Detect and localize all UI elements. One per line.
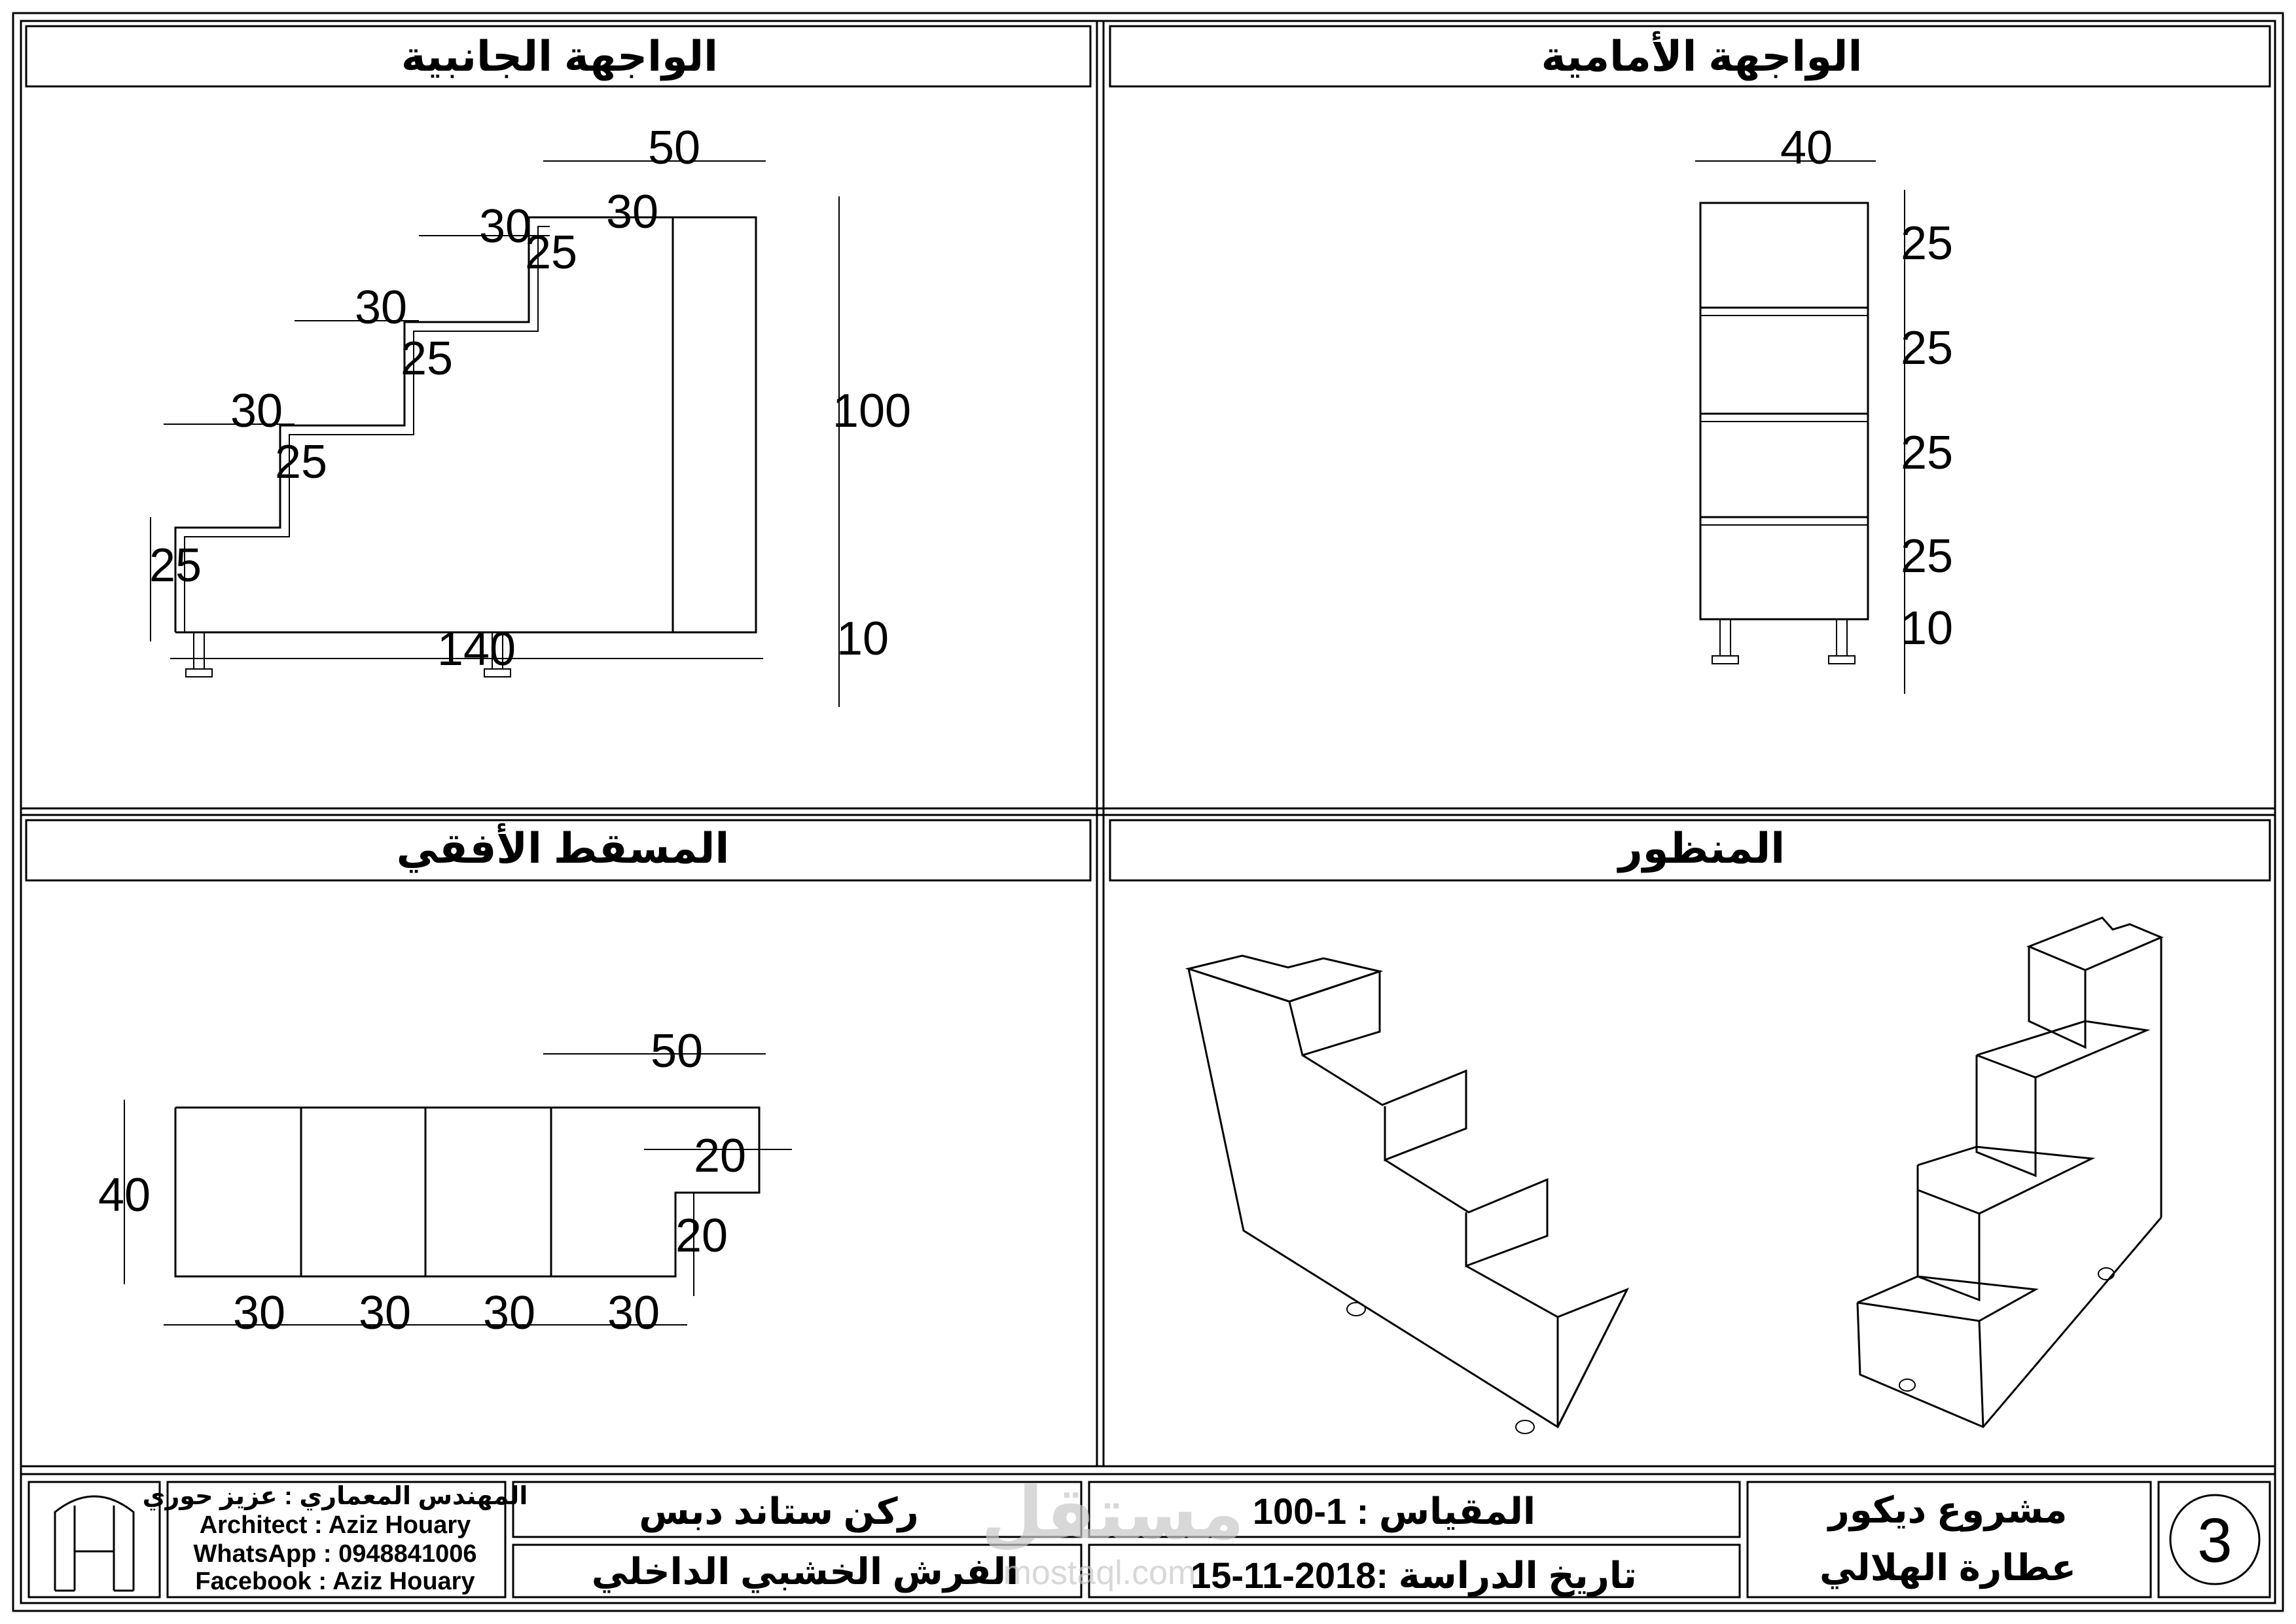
architect-name-arabic: المهندس المعماري : عزيز حوري xyxy=(142,1483,528,1510)
side-dim-rise4: 25 xyxy=(524,226,578,279)
plan-dim-w2: 30 xyxy=(358,1287,412,1339)
side-dim-step3: 30 xyxy=(478,200,532,253)
project-name: مشروع ديكور xyxy=(1828,1489,2068,1530)
perspective-title: المنظور xyxy=(1618,825,1785,872)
side-dim-height: 100 xyxy=(832,385,912,437)
front-elevation-title: الواجهة الأمامية xyxy=(1541,33,1863,80)
side-dim-length: 140 xyxy=(437,623,516,676)
side-dim-step2: 30 xyxy=(354,281,408,334)
plan-dim-top: 50 xyxy=(650,1025,704,1077)
plan-drawing xyxy=(98,1025,792,1339)
front-dim-r4: 25 xyxy=(1900,530,1954,583)
front-dim-base: 10 xyxy=(1900,602,1954,655)
front-dim-r3: 25 xyxy=(1900,427,1954,479)
side-dim-rise3: 25 xyxy=(400,333,454,385)
watermark-arabic: مستقل xyxy=(980,1473,1245,1554)
sheet-number: 3 xyxy=(2197,1506,2233,1576)
category: الفرش الخشبي الداخلي xyxy=(591,1551,1019,1592)
front-dim-r2: 25 xyxy=(1900,322,1954,374)
side-dim-step4: 30 xyxy=(605,186,659,238)
side-dim-base: 10 xyxy=(836,613,889,665)
side-dim-top: 50 xyxy=(647,122,701,174)
client-name: عطارة الهلالي xyxy=(1819,1547,2077,1588)
plan-dim-w4: 30 xyxy=(607,1287,660,1339)
architect-logo xyxy=(55,1496,134,1591)
front-elevation-drawing xyxy=(1695,122,1953,694)
side-elevation-title: الواجهة الجانبية xyxy=(401,33,719,80)
scale: المقياس : 1-100 xyxy=(1252,1490,1536,1532)
architect-name-english: Architect : Aziz Houary xyxy=(199,1511,471,1539)
item-name: ركن ستاند دبس xyxy=(639,1490,919,1532)
front-dim-width: 40 xyxy=(1780,122,1833,174)
perspective-drawing xyxy=(1189,918,2161,1434)
plan-title: المسقط الأفقي xyxy=(396,825,730,872)
study-date: تاريخ الدراسة :2018-11-15 xyxy=(1191,1555,1637,1596)
architect-facebook: Facebook : Aziz Houary xyxy=(195,1568,475,1595)
plan-dim-w3: 30 xyxy=(482,1287,536,1339)
front-dim-r1: 25 xyxy=(1900,217,1954,270)
watermark-english: mostaql.com xyxy=(1003,1554,1196,1592)
plan-dim-w1: 30 xyxy=(232,1287,286,1339)
side-dim-rise2: 25 xyxy=(274,436,328,488)
side-elevation-drawing xyxy=(149,122,911,707)
plan-dim-notch2: 20 xyxy=(675,1210,728,1262)
side-dim-step1: 30 xyxy=(230,385,283,437)
side-dim-rise1: 25 xyxy=(149,539,202,592)
architect-whatsapp: WhatsApp : 0948841006 xyxy=(193,1540,477,1568)
plan-dim-notch1: 20 xyxy=(693,1130,747,1182)
plan-dim-depth: 40 xyxy=(98,1169,151,1221)
